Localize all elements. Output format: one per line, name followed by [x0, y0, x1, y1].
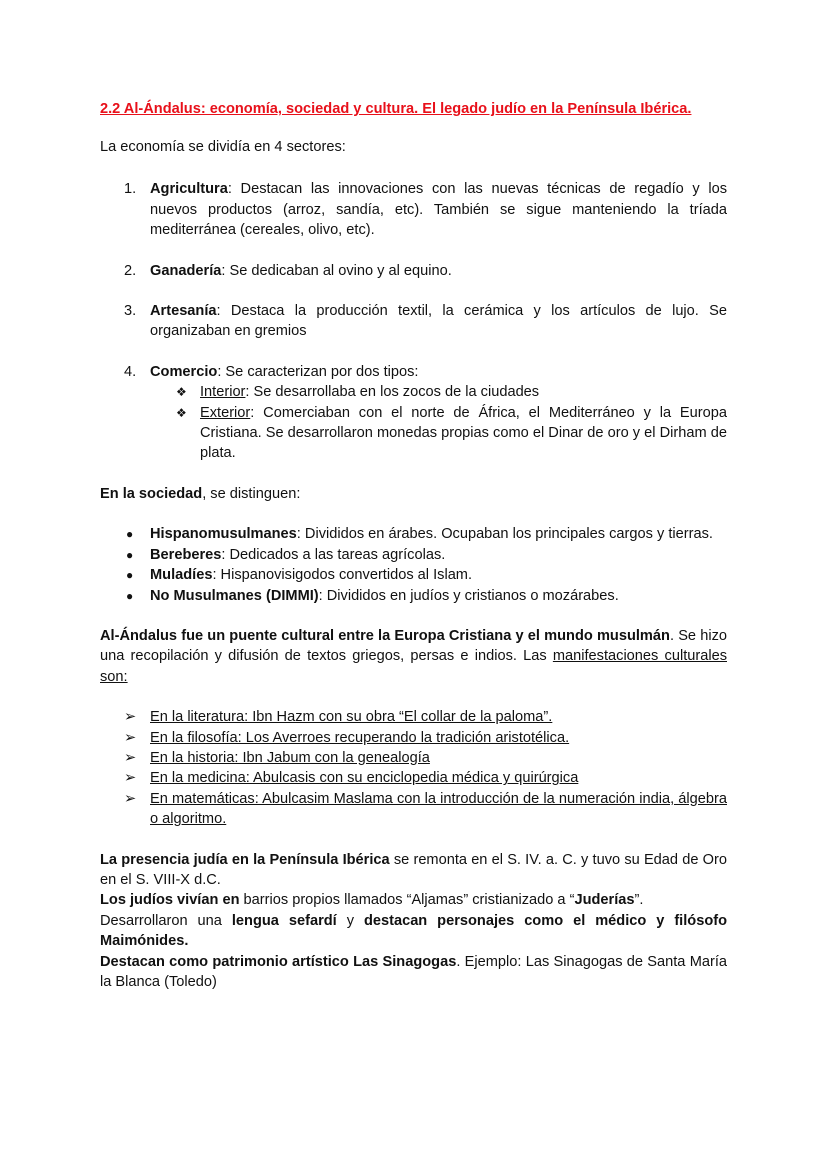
- society-intro-bold: En la sociedad: [100, 485, 203, 502]
- culture-intro-underline: manifestaciones culturales son:: [100, 648, 727, 685]
- society-group-item: [100, 565, 727, 585]
- cultural-item-text: En la literatura: Ibn Hazm con su obra “El collar de la paloma”.: [150, 709, 553, 726]
- group-name: Hispanomusulmanes: [150, 526, 297, 543]
- sector-item-comercio: [100, 362, 727, 464]
- jewish-p3-text: Desarrollaron una: [100, 912, 232, 929]
- jewish-paragraph-1: [100, 850, 727, 891]
- bullet-icon: ●: [126, 568, 134, 583]
- arrow-bullet-icon: ➢: [124, 709, 137, 726]
- jewish-p3-mid: y: [336, 912, 364, 929]
- commerce-type-interior: [100, 382, 727, 402]
- cultural-item: [100, 707, 727, 727]
- economy-intro: La economía se dividía en 4 sectores:: [100, 139, 346, 155]
- sector-text: : Se caracterizan por dos tipos:: [217, 363, 419, 380]
- commerce-type-text: : Comerciaban con el norte de África, el Mediterráneo y la Europa Cristiana. Se desarrollaron monedas propias como el Dinar de oro y el Dirham de plata.: [200, 404, 727, 462]
- jewish-p4-text: . Ejemplo: Las Sinagogas de Santa María la Blanca (Toledo): [100, 953, 728, 990]
- group-name: No Musulmanes (DIMMI): [150, 587, 319, 604]
- society-group-item: [100, 586, 727, 606]
- jewish-p2-text: barrios propios llamados “Aljamas” cristianizado a “: [239, 892, 575, 909]
- commerce-type-name: Exterior: [200, 404, 251, 421]
- sector-item-agricultura: [100, 179, 727, 240]
- sector-name: Ganadería: [150, 262, 222, 279]
- bullet-icon: ●: [126, 527, 134, 542]
- culture-intro: [100, 626, 727, 687]
- society-groups-list: [100, 524, 727, 606]
- commerce-types-list: [100, 382, 727, 464]
- group-text: : Hispanovisigodos convertidos al Islam.: [212, 567, 473, 584]
- bullet-icon: ●: [126, 588, 134, 603]
- sector-number: 1.: [124, 181, 137, 198]
- society-intro: [100, 484, 727, 504]
- cultural-item-text: En matemáticas: Abulcasim Maslama con la introducción de la numeración india, álgebra o algoritmo.: [150, 790, 727, 828]
- cultural-item: [100, 728, 727, 748]
- page-title: 2.2 Al-Ándalus: economía, sociedad y cultura. El legado judío en la Península Ibérica.: [100, 101, 692, 117]
- cultural-items-list: [100, 707, 727, 829]
- sector-text: : Destaca la producción textil, la cerámica y los artículos de lujo. Se organizaban en gremios: [150, 303, 727, 340]
- commerce-type-exterior: [100, 403, 727, 464]
- jewish-p1-bold: La presencia judía en la Península Ibérica: [100, 851, 390, 868]
- sector-number: 3.: [124, 303, 137, 320]
- jewish-p3-bold: lengua sefardí: [231, 912, 337, 929]
- sector-text: : Destacan las innovaciones con las nuevas técnicas de regadío y los nuevos productos (arroz, sandía, etc). También se sigue manteniendo la tríada mediterránea (cereales, olivo, etc).: [150, 181, 727, 239]
- culture-intro-bold: Al-Ándalus fue un puente cultural entre la Europa Cristiana y el mundo musulmán: [100, 627, 670, 644]
- cultural-item: [100, 789, 727, 830]
- cultural-item-text: En la medicina: Abulcasis con su enciclopedia médica y quirúrgica: [150, 770, 579, 787]
- document-content: [100, 99, 727, 992]
- sector-number: 4.: [124, 363, 137, 380]
- group-name: Muladíes: [150, 567, 213, 584]
- society-intro-text: , se distinguen:: [202, 485, 301, 502]
- sector-text: : Se dedicaban al ovino y al equino.: [221, 262, 452, 279]
- cultural-item-text: En la filosofía: Los Averroes recuperando la tradición aristotélica.: [150, 729, 570, 746]
- jewish-paragraph-3: [100, 911, 727, 952]
- sector-item-artesania: [100, 301, 727, 342]
- jewish-paragraph-2: [100, 890, 727, 910]
- jewish-p1-text: se remonta en el S. IV. a. C. y tuvo su Edad de Oro en el S. VIII-X d.C.: [100, 851, 727, 888]
- arrow-bullet-icon: ➢: [124, 790, 137, 807]
- group-text: : Divididos en árabes. Ocupaban los principales cargos y tierras.: [296, 526, 713, 543]
- jewish-p2-end: ”.: [634, 892, 644, 909]
- sector-name: Comercio: [150, 363, 218, 380]
- sector-name: Artesanía: [150, 303, 217, 320]
- bullet-icon: ●: [126, 547, 134, 562]
- jewish-legacy-section: [100, 850, 727, 993]
- sector-number: 2.: [124, 262, 137, 279]
- arrow-bullet-icon: ➢: [124, 770, 137, 787]
- diamond-bullet-icon: ❖: [176, 385, 187, 400]
- jewish-p3-bold2: destacan personajes como el médico y filósofo Maimónides.: [100, 912, 728, 950]
- cultural-item-text: En la historia: Ibn Jabum con la genealogía: [150, 749, 430, 766]
- jewish-paragraph-4: [100, 952, 727, 993]
- jewish-p4-bold: Destacan como patrimonio artístico Las Sinagogas: [100, 953, 457, 970]
- group-text: : Divididos en judíos y cristianos o mozárabes.: [318, 587, 619, 604]
- commerce-type-name: Interior: [200, 384, 246, 401]
- jewish-p2-bold2: Juderías: [574, 892, 635, 909]
- sector-item-ganaderia: [100, 261, 727, 281]
- diamond-bullet-icon: ❖: [176, 405, 187, 420]
- group-text: : Dedicados a las tareas agrícolas.: [221, 546, 446, 563]
- group-name: Bereberes: [150, 546, 222, 563]
- arrow-bullet-icon: ➢: [124, 729, 137, 746]
- jewish-p2-bold: Los judíos vivían en: [100, 892, 240, 909]
- arrow-bullet-icon: ➢: [124, 749, 137, 766]
- culture-intro-text: . Se hizo una recopilación y difusión de textos griegos, persas e indios. Las: [100, 627, 727, 665]
- commerce-type-text: : Se desarrollaba en los zocos de la ciudades: [245, 384, 540, 401]
- cultural-item: [100, 748, 727, 768]
- cultural-item: [100, 768, 727, 788]
- economy-sectors-list: [100, 179, 727, 463]
- society-group-item: [100, 524, 727, 544]
- society-group-item: [100, 545, 727, 565]
- sector-name: Agricultura: [150, 181, 228, 198]
